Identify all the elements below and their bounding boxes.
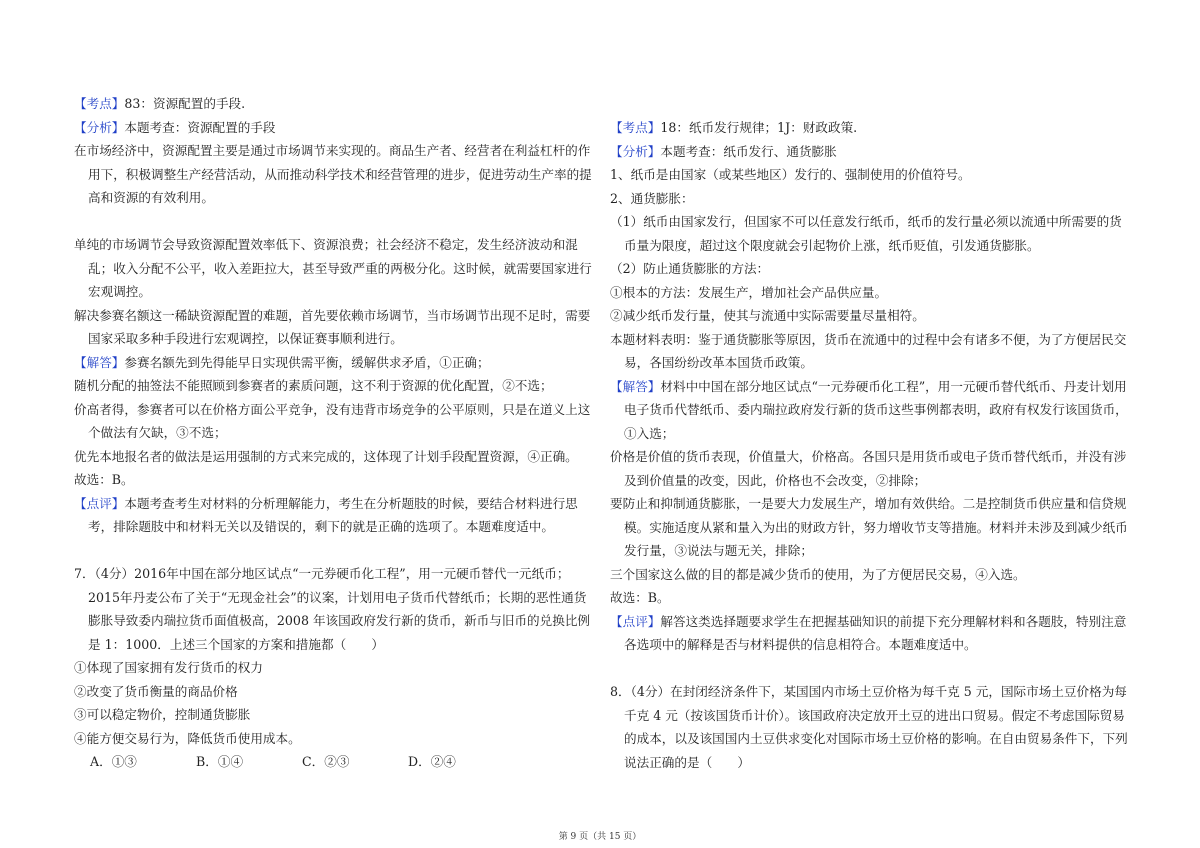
text-line: （1）纸币由国家发行，但国家不可以任意发行纸币，纸币的发行量必须以流通中所需要的货币量为限度，超过这个限度就会引起物价上涨，纸币贬值，引发通货膨胀。 bbox=[610, 214, 1122, 253]
text-line: 本题材料表明：鉴于通货膨胀等原因，货币在流通中的过程中会有诸多不便，为了方便居民交易，各国纷纷改革本国货币政策。 bbox=[610, 331, 1127, 370]
statement-2: ②改变了货币衡量的商品价格 bbox=[74, 683, 238, 699]
statement-4: ④能方便交易行为，降低货币使用成本。 bbox=[74, 730, 301, 746]
text-line: 1、纸币是由国家（或某些地区）发行的、强制使用的价值符号。 bbox=[610, 167, 971, 182]
statement-1: ①体现了国家拥有发行货币的权力 bbox=[74, 660, 263, 675]
text-line: 解决参赛名额这一稀缺资源配置的难题，首先要依赖市场调节，当市场调节出现不足时，需要国家采取多种手段进行宏观调控，以保证赛事顺利进行。 bbox=[74, 307, 591, 346]
text-line: 优先本地报名者的做法是运用强制的方式来完成的，这体现了计划手段配置资源，④正确。 bbox=[74, 448, 578, 464]
text-line: 【点评】解答这类选择题要求学生在把握基础知识的前提下充分理解材料和各题肢，特别注意各选项中的解释是否与材料提供的信息相符合。本题难度适中。 bbox=[610, 613, 1127, 652]
text-line: 故选：B。 bbox=[74, 472, 134, 487]
left-column bbox=[74, 92, 594, 774]
text-line: 单纯的市场调节会导致资源配置效率低下、资源浪费；社会经济不稳定，发生经济波动和混乱；收入分配不公平，收入差距拉大，甚至导致严重的两极分化。这时候，就需要国家进行宏观调控。 bbox=[74, 237, 592, 299]
text-line: ②减少纸币发行量，使其与流通中实际需要量尽量相符。 bbox=[610, 308, 925, 323]
option-a: A．①③ bbox=[90, 754, 137, 769]
text-line: 【考点】83：资源配置的手段. bbox=[74, 96, 246, 111]
option-c: C．②③ bbox=[302, 754, 350, 769]
text-line: 要防止和抑制通货膨胀，一是要大力发展生产，增加有效供给。二是控制货币供应量和信贷规模。实施适度从紧和量入为出的财政方针，努力增收节支等措施。材料并未涉及到减少纸币发行量，③说法与题无关，排除； bbox=[610, 496, 1128, 558]
text-line: ①根本的方法：发展生产，增加社会产品供应量。 bbox=[610, 284, 888, 300]
text-line: 【考点】18：纸币发行规律；1J：财政政策. bbox=[610, 120, 858, 135]
text-line: 随机分配的抽签法不能照顾到参赛者的素质问题，这不利于资源的优化配置，②不选； bbox=[74, 378, 553, 393]
text-line: 【分析】本题考查：纸币发行、通货膨胀 bbox=[610, 143, 837, 159]
text-line: 【点评】本题考查考生对材料的分析理解能力，考生在分析题肢的时候，要结合材料进行思考，排除题肢中和材料无关以及错误的，剩下的就是正确的选项了。本题难度适中。 bbox=[74, 495, 578, 534]
option-d: D．②④ bbox=[408, 754, 456, 769]
text-line: 在市场经济中，资源配置主要是通过市场调节来实现的。商品生产者、经营者在利益杠杆的作用下，积极调整生产经营活动，从而推动科学技术和经营管理的进步，促进劳动生产率的提高和资源的有效利用。 bbox=[74, 143, 592, 205]
text-line: 故选：B。 bbox=[610, 590, 670, 605]
right-column bbox=[610, 116, 1132, 774]
text-line: 价高者得，参赛者可以在价格方面公平竞争，没有违背市场竞争的公平原则，只是在道义上这个做法有欠缺，③不选； bbox=[74, 401, 591, 440]
question-7: 7．（4分）2016年中国在部分地区试点“一元券硬币化工程”，用一元硬币替代一元纸币；2015年丹麦公布了关于“无现金社会”的议案，计划用电子货币代替纸币；长期的恶性通货膨胀导致委内瑞拉货币面值极高，2008 年该国政府发行新的货币，新币与旧币的兑换比例是 1：1000．上述三个国家的方案和措施都（ ） bbox=[74, 566, 591, 652]
answer-options bbox=[74, 750, 594, 774]
text-line: （2）防止通货膨胀的方法： bbox=[610, 261, 770, 276]
page-footer: 第 9 页（共 15 页） bbox=[558, 832, 642, 842]
question-8: 8．（4分）在封闭经济条件下，某国国内市场土豆价格为每千克 5 元，国际市场土豆价格为每千克 4 元（按该国货币计价）。该国政府决定放开土豆的进出口贸易。假定不考虑国际贸易的成本，以及该国国内土豆供求变化对国际市场土豆价格的影响。在自由贸易条件下，下列说法正确的是（ ） bbox=[610, 684, 1128, 770]
text-line: 【解答】材料中中国在部分地区试点“一元券硬币化工程”，用一元硬币替代纸币、丹麦计划用电子货币代替纸币、委内瑞拉政府发行新的货币这些事例都表明，政府有权发行该国货币，①入选； bbox=[610, 378, 1128, 441]
text-line: 【解答】参赛名额先到先得能早日实现供需平衡，缓解供求矛盾，①正确； bbox=[74, 354, 490, 370]
text-line: 价格是价值的货币表现，价值量大，价格高。各国只是用货币或电子货币替代纸币，并没有涉及到价值量的改变，因此，价格也不会改变，②排除； bbox=[610, 449, 1127, 488]
option-b: B．①④ bbox=[196, 754, 244, 769]
statement-3: ③可以稳定物价，控制通货膨胀 bbox=[74, 707, 251, 722]
text-line: 2、通货膨胀： bbox=[610, 190, 694, 206]
text-line: 【分析】本题考查：资源配置的手段 bbox=[74, 119, 276, 135]
text-line: 三个国家这么做的目的都是减少货币的使用，为了方便居民交易，④入选。 bbox=[610, 566, 1026, 582]
